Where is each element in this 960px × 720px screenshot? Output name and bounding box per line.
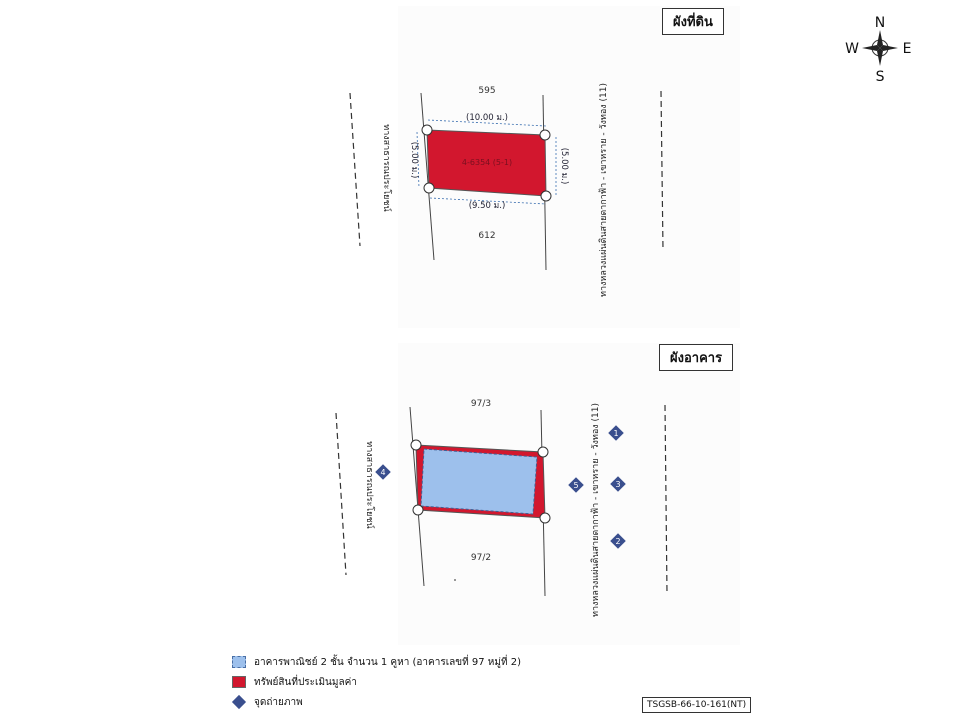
corner-marker — [538, 447, 548, 457]
compass-north: N — [874, 15, 886, 31]
property-swatch-icon — [232, 676, 246, 688]
legend — [232, 652, 521, 712]
corner-marker — [422, 125, 432, 135]
corner-marker — [540, 513, 550, 523]
lot-number-above: 595 — [478, 86, 496, 96]
highway-label: ทางหลวงแผ่นดินสายดากาฟ้า - เขาหราย - วังทอง (11) — [591, 403, 601, 617]
legend-building-label: อาคารพาณิชย์ 2 ชั้น จำนวน 1 คูหา (อาคารเลขที่ 97 หมู่ที่ 2) — [254, 656, 521, 668]
photo-point-1 — [608, 425, 624, 441]
public-road-label: ทางสาธารณประโยชน์ — [364, 441, 374, 529]
svg-text:4: 4 — [380, 468, 386, 477]
lot-number-above: 97/3 — [470, 399, 492, 409]
highway-label: ทางหลวงแผ่นดินสายดากาฟ้า - เขาหราย - วังทอง (11) — [599, 83, 609, 297]
photo-point-5 — [568, 477, 584, 493]
building-plan-drawing — [336, 399, 667, 617]
lot-number-below: 612 — [478, 231, 496, 241]
road-edge-left — [350, 93, 360, 246]
land-plan-drawing — [350, 83, 663, 297]
corner-marker — [540, 130, 550, 140]
road-edge-left — [336, 413, 346, 575]
building-plan-title: ผังอาคาร — [659, 344, 733, 371]
compass-west: W — [845, 41, 859, 57]
compass-south: S — [875, 69, 885, 85]
svg-text:3: 3 — [615, 480, 621, 489]
reference-code: TSGSB-66-10-161(NT) — [642, 697, 751, 713]
svg-text:5: 5 — [573, 481, 579, 490]
lot-number-below: 97/2 — [470, 553, 492, 563]
deed-number: 4-6354 (5-1) — [461, 158, 513, 167]
legend-property-label: ทรัพย์สินที่ประเมินมูลค่า — [254, 676, 357, 688]
public-road-label: ทางสาธารณประโยชน์ — [381, 124, 391, 212]
legend-item-property — [232, 672, 521, 692]
photo-point-3 — [610, 476, 626, 492]
corner-marker — [411, 440, 421, 450]
photo-point-2 — [610, 533, 626, 549]
legend-item-photo-point — [232, 692, 521, 712]
road-edge-right — [665, 405, 667, 594]
road-edge-right — [661, 91, 663, 250]
corner-marker — [424, 183, 434, 193]
photo-point-4 — [375, 464, 391, 480]
building-swatch-icon — [232, 656, 246, 668]
svg-text:2: 2 — [615, 537, 621, 546]
svg-text:1: 1 — [613, 429, 619, 438]
building-footprint — [421, 449, 537, 514]
corner-marker — [413, 505, 423, 515]
photo-point-diamond-icon — [232, 695, 246, 709]
legend-photo-point-label: จุดถ่ายภาพ — [254, 696, 303, 708]
land-plan-title: ผังที่ดิน — [662, 8, 724, 35]
dimension-bottom: (9.50 ม.) — [468, 201, 506, 211]
speck — [454, 579, 456, 581]
legend-item-building — [232, 652, 521, 672]
corner-marker — [541, 191, 551, 201]
dimension-right: (5.00 ม.) — [559, 147, 569, 185]
compass-rose-icon — [845, 15, 911, 85]
dimension-top: (10.00 ม.) — [466, 113, 508, 123]
compass-east: E — [902, 41, 912, 57]
dimension-left: (5.00 ม.) — [409, 141, 419, 179]
